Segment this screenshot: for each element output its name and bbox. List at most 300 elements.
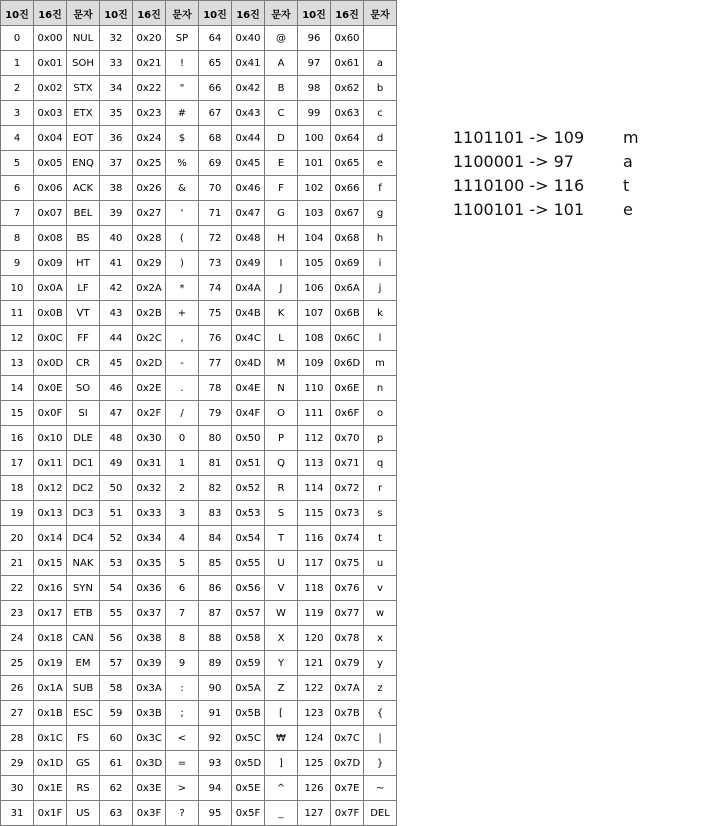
decimal-cell: 23 xyxy=(1,601,34,626)
decimal-cell: 13 xyxy=(1,351,34,376)
table-row xyxy=(1,351,397,376)
note-expression: 1101101 -> 109 xyxy=(453,128,585,147)
column-header: 16진 xyxy=(331,1,364,26)
decimal-cell: 20 xyxy=(1,526,34,551)
ascii-table-header xyxy=(1,1,397,26)
decimal-cell: 54 xyxy=(100,576,133,601)
hex-cell: 0x16 xyxy=(34,576,67,601)
decimal-cell: 57 xyxy=(100,651,133,676)
hex-cell: 0x01 xyxy=(34,51,67,76)
char-cell: S xyxy=(265,501,298,526)
hex-cell: 0x21 xyxy=(133,51,166,76)
decimal-cell: 41 xyxy=(100,251,133,276)
hex-cell: 0x0B xyxy=(34,301,67,326)
hex-cell: 0x63 xyxy=(331,101,364,126)
decimal-cell: 95 xyxy=(199,801,232,826)
hex-cell: 0x40 xyxy=(232,26,265,51)
hex-cell: 0x36 xyxy=(133,576,166,601)
decimal-cell: 0 xyxy=(1,26,34,51)
char-cell: BEL xyxy=(67,201,100,226)
char-cell: " xyxy=(166,76,199,101)
char-cell: E xyxy=(265,151,298,176)
char-cell: SO xyxy=(67,376,100,401)
char-cell: DC4 xyxy=(67,526,100,551)
decimal-cell: 115 xyxy=(298,501,331,526)
decimal-cell: 96 xyxy=(298,26,331,51)
table-row xyxy=(1,326,397,351)
hex-cell: 0x44 xyxy=(232,126,265,151)
decimal-cell: 38 xyxy=(100,176,133,201)
hex-cell: 0x58 xyxy=(232,626,265,651)
decimal-cell: 78 xyxy=(199,376,232,401)
char-cell: f xyxy=(364,176,397,201)
hex-cell: 0x7F xyxy=(331,801,364,826)
hex-cell: 0x2A xyxy=(133,276,166,301)
char-cell: ^ xyxy=(265,776,298,801)
hex-cell: 0x0D xyxy=(34,351,67,376)
char-cell: ] xyxy=(265,751,298,776)
decimal-cell: 99 xyxy=(298,101,331,126)
hex-cell: 0x31 xyxy=(133,451,166,476)
hex-cell: 0x66 xyxy=(331,176,364,201)
char-cell: 0 xyxy=(166,426,199,451)
decimal-cell: 21 xyxy=(1,551,34,576)
table-row xyxy=(1,501,397,526)
decimal-cell: 90 xyxy=(199,676,232,701)
char-cell: ; xyxy=(166,701,199,726)
column-header: 문자 xyxy=(67,1,100,26)
decimal-cell: 69 xyxy=(199,151,232,176)
decimal-cell: 40 xyxy=(100,226,133,251)
char-cell: SYN xyxy=(67,576,100,601)
hex-cell: 0x5A xyxy=(232,676,265,701)
decimal-cell: 103 xyxy=(298,201,331,226)
hex-cell: 0x6B xyxy=(331,301,364,326)
decimal-cell: 27 xyxy=(1,701,34,726)
column-header: 10진 xyxy=(199,1,232,26)
char-cell: j xyxy=(364,276,397,301)
char-cell: c xyxy=(364,101,397,126)
char-cell: y xyxy=(364,651,397,676)
decimal-cell: 33 xyxy=(100,51,133,76)
decimal-cell: 121 xyxy=(298,651,331,676)
char-cell: > xyxy=(166,776,199,801)
column-header: 16진 xyxy=(232,1,265,26)
decimal-cell: 59 xyxy=(100,701,133,726)
hex-cell: 0x5B xyxy=(232,701,265,726)
hex-cell: 0x07 xyxy=(34,201,67,226)
char-cell: L xyxy=(265,326,298,351)
hex-cell: 0x0A xyxy=(34,276,67,301)
char-cell: ETX xyxy=(67,101,100,126)
char-cell: P xyxy=(265,426,298,451)
decimal-cell: 19 xyxy=(1,501,34,526)
hex-cell: 0x09 xyxy=(34,251,67,276)
decimal-cell: 10 xyxy=(1,276,34,301)
decimal-cell: 110 xyxy=(298,376,331,401)
char-cell: 8 xyxy=(166,626,199,651)
hex-cell: 0x69 xyxy=(331,251,364,276)
hex-cell: 0x7B xyxy=(331,701,364,726)
hex-cell: 0x29 xyxy=(133,251,166,276)
note-line xyxy=(453,150,633,174)
char-cell: US xyxy=(67,801,100,826)
hex-cell: 0x32 xyxy=(133,476,166,501)
hex-cell: 0x41 xyxy=(232,51,265,76)
char-cell: Q xyxy=(265,451,298,476)
decimal-cell: 105 xyxy=(298,251,331,276)
decimal-cell: 111 xyxy=(298,401,331,426)
decimal-cell: 35 xyxy=(100,101,133,126)
column-header: 문자 xyxy=(166,1,199,26)
hex-cell: 0x25 xyxy=(133,151,166,176)
char-cell: ? xyxy=(166,801,199,826)
hex-cell: 0x53 xyxy=(232,501,265,526)
char-cell: = xyxy=(166,751,199,776)
decimal-cell: 104 xyxy=(298,226,331,251)
hex-cell: 0x6F xyxy=(331,401,364,426)
char-cell: A xyxy=(265,51,298,76)
table-row xyxy=(1,751,397,776)
char-cell: J xyxy=(265,276,298,301)
hex-cell: 0x47 xyxy=(232,201,265,226)
decimal-cell: 62 xyxy=(100,776,133,801)
hex-cell: 0x70 xyxy=(331,426,364,451)
header-row xyxy=(1,1,397,26)
char-cell: LF xyxy=(67,276,100,301)
decimal-cell: 15 xyxy=(1,401,34,426)
char-cell: a xyxy=(364,51,397,76)
char-cell: + xyxy=(166,301,199,326)
decimal-cell: 81 xyxy=(199,451,232,476)
table-row xyxy=(1,726,397,751)
hex-cell: 0x7D xyxy=(331,751,364,776)
hex-cell: 0x4B xyxy=(232,301,265,326)
note-line xyxy=(453,198,633,222)
char-cell: DC2 xyxy=(67,476,100,501)
decimal-cell: 91 xyxy=(199,701,232,726)
char-cell: ) xyxy=(166,251,199,276)
decimal-cell: 37 xyxy=(100,151,133,176)
decimal-cell: 46 xyxy=(100,376,133,401)
hex-cell: 0x73 xyxy=(331,501,364,526)
char-cell: VT xyxy=(67,301,100,326)
char-cell: - xyxy=(166,351,199,376)
decimal-cell: 112 xyxy=(298,426,331,451)
decimal-cell: 31 xyxy=(1,801,34,826)
hex-cell: 0x52 xyxy=(232,476,265,501)
hex-cell: 0x35 xyxy=(133,551,166,576)
hex-cell: 0x56 xyxy=(232,576,265,601)
hex-cell: 0x0E xyxy=(34,376,67,401)
decimal-cell: 65 xyxy=(199,51,232,76)
char-cell: # xyxy=(166,101,199,126)
decimal-cell: 44 xyxy=(100,326,133,351)
char-cell: D xyxy=(265,126,298,151)
note-character: a xyxy=(623,152,633,171)
decimal-cell: 118 xyxy=(298,576,331,601)
decimal-cell: 36 xyxy=(100,126,133,151)
decimal-cell: 101 xyxy=(298,151,331,176)
hex-cell: 0x4F xyxy=(232,401,265,426)
char-cell: SP xyxy=(166,26,199,51)
note-expression: 1100101 -> 101 xyxy=(453,200,585,219)
hex-cell: 0x64 xyxy=(331,126,364,151)
hex-cell: 0x02 xyxy=(34,76,67,101)
decimal-cell: 2 xyxy=(1,76,34,101)
decimal-cell: 22 xyxy=(1,576,34,601)
char-cell: n xyxy=(364,376,397,401)
hex-cell: 0x49 xyxy=(232,251,265,276)
hex-cell: 0x6D xyxy=(331,351,364,376)
hex-cell: 0x4C xyxy=(232,326,265,351)
char-cell: DLE xyxy=(67,426,100,451)
decimal-cell: 53 xyxy=(100,551,133,576)
hex-cell: 0x75 xyxy=(331,551,364,576)
table-row xyxy=(1,776,397,801)
decimal-cell: 108 xyxy=(298,326,331,351)
decimal-cell: 63 xyxy=(100,801,133,826)
hex-cell: 0x2B xyxy=(133,301,166,326)
hex-cell: 0x17 xyxy=(34,601,67,626)
decimal-cell: 100 xyxy=(298,126,331,151)
char-cell: ENQ xyxy=(67,151,100,176)
hex-cell: 0x12 xyxy=(34,476,67,501)
hex-cell: 0x3D xyxy=(133,751,166,776)
char-cell: ' xyxy=(166,201,199,226)
hex-cell: 0x76 xyxy=(331,576,364,601)
char-cell: s xyxy=(364,501,397,526)
column-header: 문자 xyxy=(265,1,298,26)
decimal-cell: 97 xyxy=(298,51,331,76)
char-cell: _ xyxy=(265,801,298,826)
note-character: m xyxy=(623,128,639,147)
char-cell: SUB xyxy=(67,676,100,701)
char-cell: i xyxy=(364,251,397,276)
hex-cell: 0x2F xyxy=(133,401,166,426)
char-cell: SI xyxy=(67,401,100,426)
decimal-cell: 49 xyxy=(100,451,133,476)
note-line xyxy=(453,126,639,150)
char-cell: I xyxy=(265,251,298,276)
char-cell: x xyxy=(364,626,397,651)
decimal-cell: 47 xyxy=(100,401,133,426)
table-row xyxy=(1,526,397,551)
hex-cell: 0x71 xyxy=(331,451,364,476)
char-cell: : xyxy=(166,676,199,701)
char-cell: NAK xyxy=(67,551,100,576)
hex-cell: 0x38 xyxy=(133,626,166,651)
hex-cell: 0x11 xyxy=(34,451,67,476)
char-cell: HT xyxy=(67,251,100,276)
decimal-cell: 52 xyxy=(100,526,133,551)
decimal-cell: 61 xyxy=(100,751,133,776)
hex-cell: 0x3A xyxy=(133,676,166,701)
hex-cell: 0x2D xyxy=(133,351,166,376)
hex-cell: 0x05 xyxy=(34,151,67,176)
decimal-cell: 106 xyxy=(298,276,331,301)
char-cell: e xyxy=(364,151,397,176)
table-row xyxy=(1,451,397,476)
char-cell: CR xyxy=(67,351,100,376)
hex-cell: 0x79 xyxy=(331,651,364,676)
char-cell: 4 xyxy=(166,526,199,551)
decimal-cell: 107 xyxy=(298,301,331,326)
decimal-cell: 24 xyxy=(1,626,34,651)
char-cell: , xyxy=(166,326,199,351)
char-cell: NUL xyxy=(67,26,100,51)
table-row xyxy=(1,426,397,451)
decimal-cell: 32 xyxy=(100,26,133,51)
decimal-cell: 77 xyxy=(199,351,232,376)
decimal-cell: 29 xyxy=(1,751,34,776)
hex-cell: 0x2C xyxy=(133,326,166,351)
char-cell: ( xyxy=(166,226,199,251)
char-cell: ! xyxy=(166,51,199,76)
hex-cell: 0x1E xyxy=(34,776,67,801)
char-cell: t xyxy=(364,526,397,551)
hex-cell: 0x22 xyxy=(133,76,166,101)
decimal-cell: 55 xyxy=(100,601,133,626)
table-row xyxy=(1,576,397,601)
decimal-cell: 79 xyxy=(199,401,232,426)
note-expression: 1110100 -> 116 xyxy=(453,176,585,195)
decimal-cell: 58 xyxy=(100,676,133,701)
char-cell: H xyxy=(265,226,298,251)
char-cell: l xyxy=(364,326,397,351)
char-cell: { xyxy=(364,701,397,726)
char-cell: v xyxy=(364,576,397,601)
hex-cell: 0x77 xyxy=(331,601,364,626)
hex-cell: 0x03 xyxy=(34,101,67,126)
table-row xyxy=(1,226,397,251)
decimal-cell: 16 xyxy=(1,426,34,451)
char-cell: GS xyxy=(67,751,100,776)
char-cell: q xyxy=(364,451,397,476)
decimal-cell: 9 xyxy=(1,251,34,276)
char-cell: 3 xyxy=(166,501,199,526)
note-character: t xyxy=(623,176,630,195)
char-cell: Y xyxy=(265,651,298,676)
char-cell: ESC xyxy=(67,701,100,726)
hex-cell: 0x5F xyxy=(232,801,265,826)
hex-cell: 0x65 xyxy=(331,151,364,176)
char-cell: M xyxy=(265,351,298,376)
decimal-cell: 1 xyxy=(1,51,34,76)
char-cell: } xyxy=(364,751,397,776)
table-row xyxy=(1,551,397,576)
char-cell: DEL xyxy=(364,801,397,826)
hex-cell: 0x59 xyxy=(232,651,265,676)
char-cell: 1 xyxy=(166,451,199,476)
char-cell: W xyxy=(265,601,298,626)
char-cell: FF xyxy=(67,326,100,351)
decimal-cell: 85 xyxy=(199,551,232,576)
hex-cell: 0x1A xyxy=(34,676,67,701)
decimal-cell: 14 xyxy=(1,376,34,401)
hex-cell: 0x13 xyxy=(34,501,67,526)
char-cell: CAN xyxy=(67,626,100,651)
decimal-cell: 42 xyxy=(100,276,133,301)
hex-cell: 0x1D xyxy=(34,751,67,776)
char-cell: u xyxy=(364,551,397,576)
decimal-cell: 12 xyxy=(1,326,34,351)
decimal-cell: 66 xyxy=(199,76,232,101)
decimal-cell: 48 xyxy=(100,426,133,451)
decimal-cell: 116 xyxy=(298,526,331,551)
hex-cell: 0x3B xyxy=(133,701,166,726)
hex-cell: 0x0F xyxy=(34,401,67,426)
char-cell: ₩ xyxy=(265,726,298,751)
decimal-cell: 94 xyxy=(199,776,232,801)
char-cell: o xyxy=(364,401,397,426)
char-cell: 2 xyxy=(166,476,199,501)
hex-cell: 0x7E xyxy=(331,776,364,801)
hex-cell: 0x0C xyxy=(34,326,67,351)
table-row xyxy=(1,626,397,651)
char-cell: V xyxy=(265,576,298,601)
hex-cell: 0x33 xyxy=(133,501,166,526)
hex-cell: 0x6C xyxy=(331,326,364,351)
table-row xyxy=(1,701,397,726)
hex-cell: 0x60 xyxy=(331,26,364,51)
hex-cell: 0x39 xyxy=(133,651,166,676)
decimal-cell: 50 xyxy=(100,476,133,501)
char-cell: p xyxy=(364,426,397,451)
char-cell: RS xyxy=(67,776,100,801)
hex-cell: 0x30 xyxy=(133,426,166,451)
hex-cell: 0x3C xyxy=(133,726,166,751)
column-header: 10진 xyxy=(298,1,331,26)
hex-cell: 0x57 xyxy=(232,601,265,626)
decimal-cell: 60 xyxy=(100,726,133,751)
table-row xyxy=(1,651,397,676)
char-cell xyxy=(364,26,397,51)
table-row xyxy=(1,126,397,151)
char-cell: w xyxy=(364,601,397,626)
hex-cell: 0x7A xyxy=(331,676,364,701)
decimal-cell: 76 xyxy=(199,326,232,351)
hex-cell: 0x1F xyxy=(34,801,67,826)
decimal-cell: 83 xyxy=(199,501,232,526)
decimal-cell: 72 xyxy=(199,226,232,251)
table-row xyxy=(1,251,397,276)
char-cell: ~ xyxy=(364,776,397,801)
decimal-cell: 86 xyxy=(199,576,232,601)
ascii-table-body xyxy=(1,26,397,826)
hex-cell: 0x74 xyxy=(331,526,364,551)
hex-cell: 0x4A xyxy=(232,276,265,301)
hex-cell: 0x28 xyxy=(133,226,166,251)
char-cell: Z xyxy=(265,676,298,701)
hex-cell: 0x3F xyxy=(133,801,166,826)
decimal-cell: 109 xyxy=(298,351,331,376)
decimal-cell: 124 xyxy=(298,726,331,751)
hex-cell: 0x54 xyxy=(232,526,265,551)
hex-cell: 0x4D xyxy=(232,351,265,376)
decimal-cell: 73 xyxy=(199,251,232,276)
table-row xyxy=(1,376,397,401)
column-header: 16진 xyxy=(133,1,166,26)
char-cell: / xyxy=(166,401,199,426)
decimal-cell: 30 xyxy=(1,776,34,801)
hex-cell: 0x48 xyxy=(232,226,265,251)
hex-cell: 0x34 xyxy=(133,526,166,551)
char-cell: | xyxy=(364,726,397,751)
decimal-cell: 119 xyxy=(298,601,331,626)
decimal-cell: 102 xyxy=(298,176,331,201)
table-row xyxy=(1,301,397,326)
